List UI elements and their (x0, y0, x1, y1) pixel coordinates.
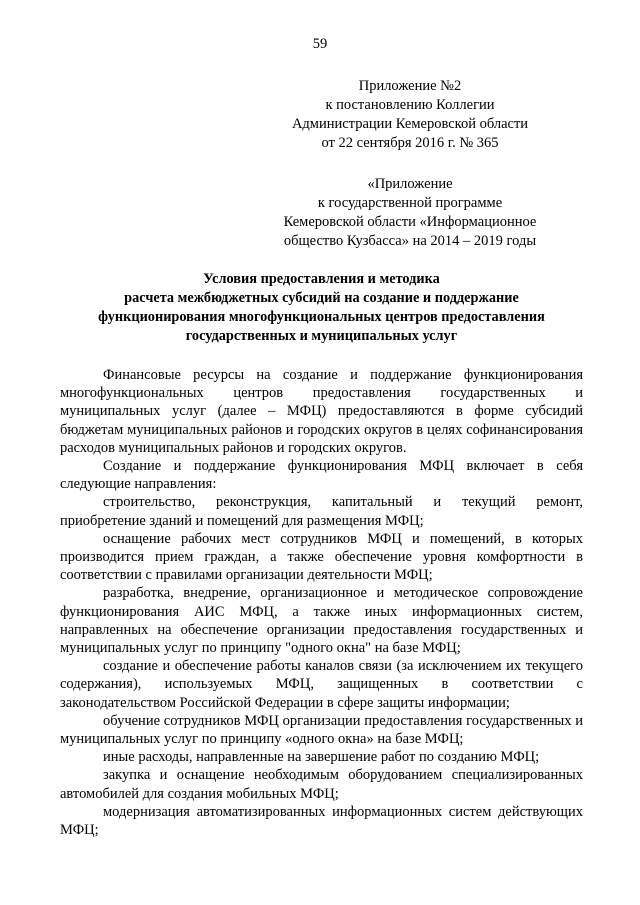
appendix-program-reference (230, 175, 590, 251)
paragraph-communication-channels: создание и обеспечение работы каналов связи (за исключением их текущего содержания), используемых МФЦ, защищенных в соответствии с законодательством Российской Федерации в сфере защиты информации; (60, 658, 583, 711)
paragraph-equipment: оснащение рабочих мест сотрудников МФЦ и помещений, в которых производится прием граждан, а также обеспечение уровня комфортности в соответствии с правилами организации деятельности МФЦ; (60, 530, 583, 584)
appendix-line: Администрации Кемеровской области (291, 116, 529, 132)
paragraph-ais-development: разработка, внедрение, организационное и методическое сопровождение функционирования АИС МФЦ, а также иных информационных систем, направленных на обеспечение организации предоставления государственных и муниципальных услуг по принципу "одного окна" на базе МФЦ; (60, 585, 583, 657)
document-heading (60, 270, 583, 346)
appendix-line: Кемеровской области «Информационное (283, 214, 537, 230)
heading-line: Условия предоставления и методика (203, 271, 440, 287)
heading-line: функционирования многофункциональных центров предоставления (98, 309, 545, 325)
appendix-line: «Приложение (367, 176, 453, 192)
paragraph-staff-training: обучение сотрудников МФЦ организации предоставления государственных и муниципальных услуг по принципу «одного окна» на базе МФЦ; (60, 712, 583, 748)
document-body (60, 366, 583, 839)
appendix-line: Приложение №2 (358, 78, 462, 94)
appendix-line: от 22 сентября 2016 г. № 365 (321, 135, 499, 151)
appendix-line: к постановлению Коллегии (325, 97, 495, 113)
heading-line: государственных и муниципальных услуг (185, 328, 458, 344)
paragraph-other-expenses: иные расходы, направленные на завершение работ по созданию МФЦ; (103, 749, 540, 766)
paragraph-construction: строительство, реконструкция, капитальный и текущий ремонт, приобретение зданий и помещений для размещения МФЦ; (60, 494, 583, 529)
page-number: 59 (312, 36, 328, 52)
paragraph-directions-intro: Создание и поддержание функционирования МФЦ включает в себя следующие направления: (60, 458, 583, 493)
paragraph-financial-resources: Финансовые ресурсы на создание и поддержание функционирования многофункциональных центров предоставления государственных и муниципальных услуг (далее – МФЦ) предоставляются в форме субсидий бюджетам муниципальных районов и городских округов в целях софинансирования расходов муниципальных районов и городских округов. (60, 367, 583, 456)
heading-line: расчета межбюджетных субсидий на создание и поддержание (124, 290, 519, 306)
paragraph-modernization: модернизация автоматизированных информационных систем действующих МФЦ; (60, 803, 583, 839)
appendix-line: общество Кузбасса» на 2014 – 2019 годы (283, 233, 537, 249)
paragraph-mobile-mfc: закупка и оснащение необходимым оборудованием специализированных автомобилей для создания мобильных МФЦ; (60, 767, 583, 802)
appendix-resolution-reference (230, 77, 590, 153)
appendix-line: к государственной программе (317, 195, 503, 211)
